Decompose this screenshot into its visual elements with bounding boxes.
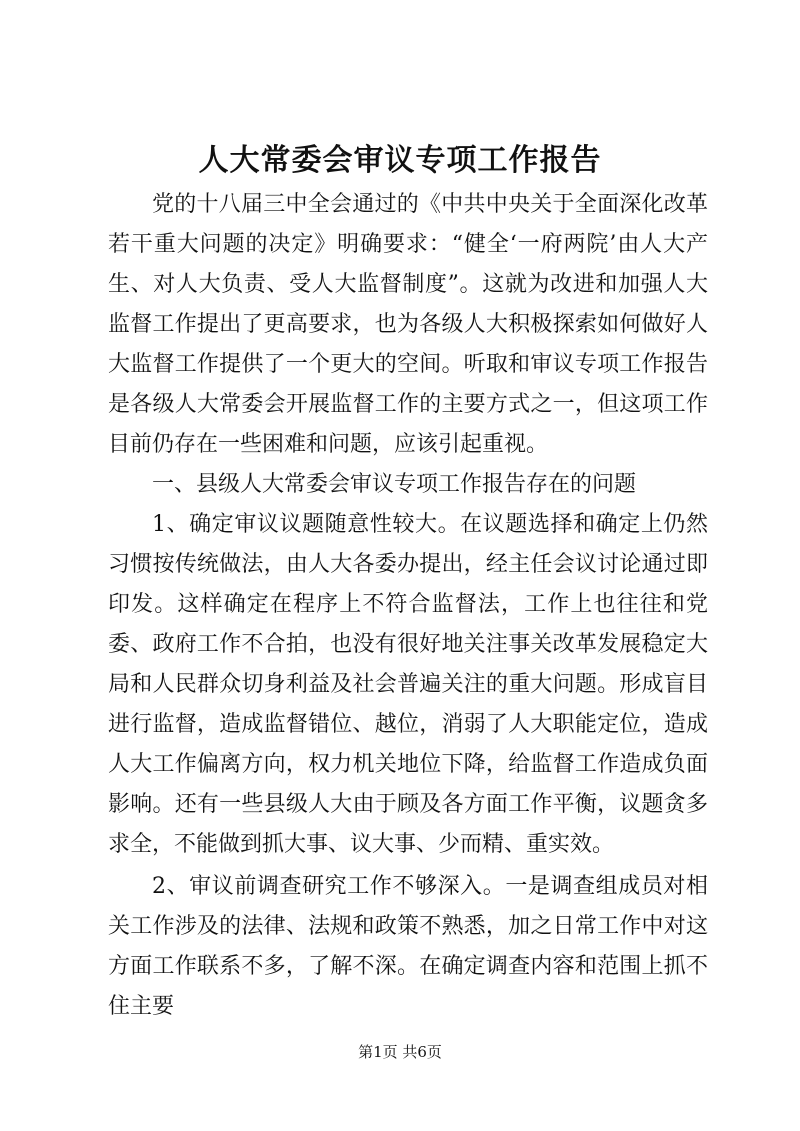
section-heading: 一、县级人大常委会审议专项工作报告存在的问题: [152, 472, 637, 497]
page-footer: [0, 1042, 800, 1062]
document-body: [108, 185, 708, 1027]
intro-paragraph: 党的十八届三中全会通过的《中共中央关于全面深化改革若干重大问题的决定》明确要求：“健全‘一府两院’由人大产生、对人大负责、受人大监督制度”。这就为改进和加强人大监督工作提出了更高要求，也为各级人大积极探索如何做好人大监督工作提供了一个更大的空间。听取和审议专项工作报告是各级人大常委会开展监督工作的主要方式之一，但这项工作目前仍存在一些困难和问题，应该引起重视。: [108, 192, 708, 457]
issue-paragraph-2: 2、审议前调查研究工作不够深入。一是调查组成员对相关工作涉及的法律、法规和政策不熟悉，加之日常工作中对这方面工作联系不多，了解不深。在确定调查内容和范围上抓不住主要: [108, 874, 708, 1019]
issue-paragraph-1: 1、确定审议议题随意性较大。在议题选择和确定上仍然习惯按传统做法，由人大各委办提出，经主任会议讨论通过即印发。这样确定在程序上不符合监督法，工作上也往往和党委、政府工作不合拍，也没有很好地关注事关改革发展稳定大局和人民群众切身利益及社会普遍关注的重大问题。形成盲目进行监督，造成监督错位、越位，消弱了人大职能定位，造成人大工作偏离方向，权力机关地位下降，给监督工作造成负面影响。还有一些县级人大由于顾及各方面工作平衡，议题贪多求全，不能做到抓大事、议大事、少而精、重实效。: [108, 512, 708, 857]
page-number-label: 第1页 共6页: [358, 1043, 442, 1061]
document-title: 人大常委会审议专项工作报告: [198, 143, 602, 178]
